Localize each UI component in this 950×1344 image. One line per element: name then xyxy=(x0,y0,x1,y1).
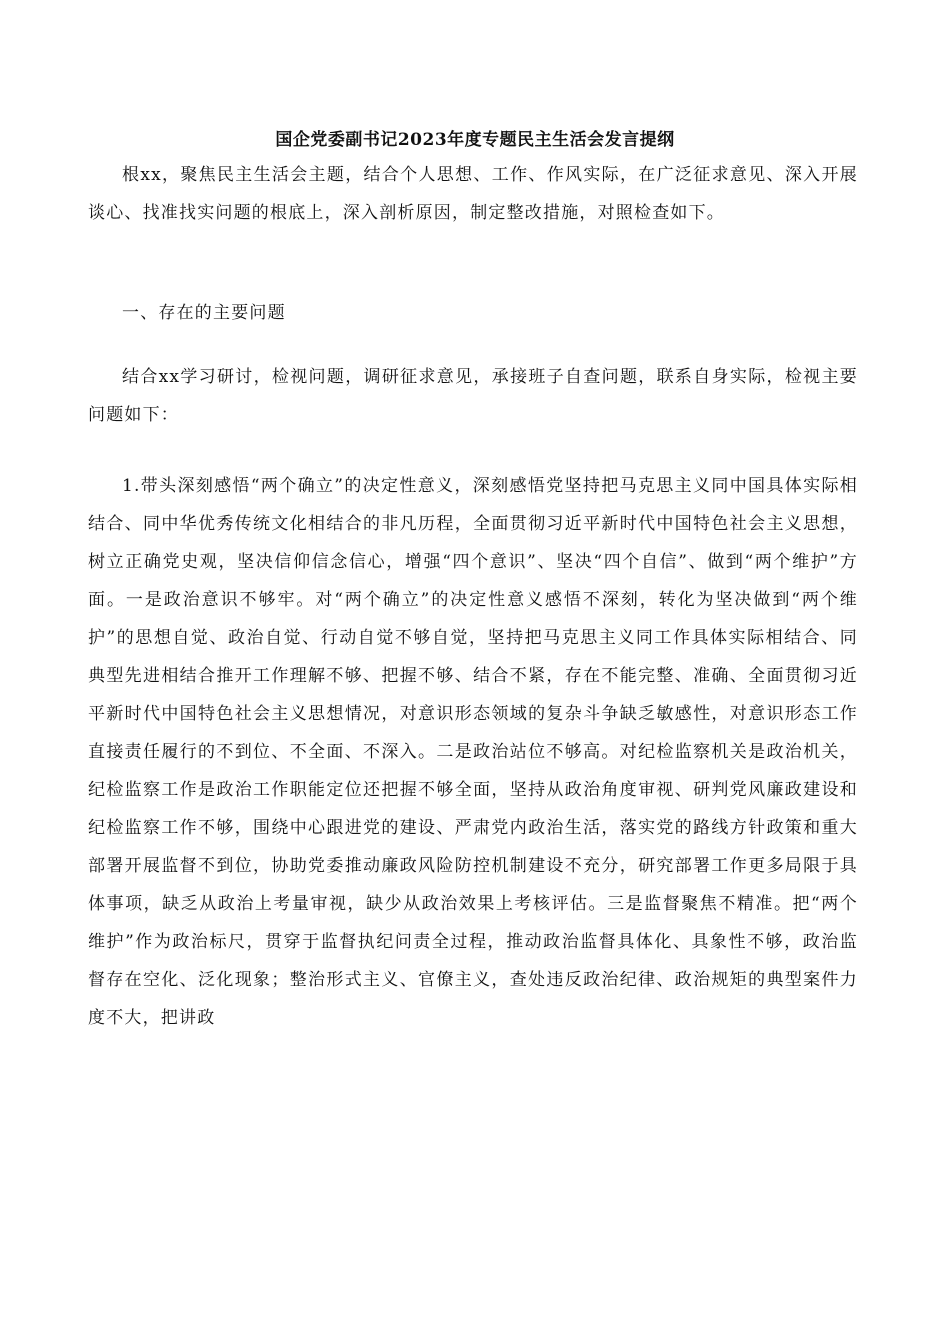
paragraph-item-1: 1.带头深刻感悟“两个确立”的决定性意义，深刻感悟党坚持把马克思主义同中国具体实际相结合、同中华优秀传统文化相结合的非凡历程，全面贯彻习近平新时代中国特色社会主义思想，树立正确党史观，坚决信仰信念信心，增强“四个意识”、坚决“四个自信”、做到“两个维护”方面。一是政治意识不够牢。对“两个确立”的决定性意义感悟不深刻，转化为坚决做到“两个维护”的思想自觉、政治自觉、行动自觉不够自觉，坚持把马克思主义同工作具体实际相结合、同典型先进相结合推开工作理解不够、把握不够、结合不紧，存在不能完整、准确、全面贯彻习近平新时代中国特色社会主义思想情况，对意识形态领域的复杂斗争缺乏敏感性，对意识形态工作直接责任履行的不到位、不全面、不深入。二是政治站位不够高。对纪检监察机关是政治机关，纪检监察工作是政治工作职能定位还把握不够全面，坚持从政治角度审视、研判党风廉政建设和纪检监察工作不够，围绕中心跟进党的建设、严肃党内政治生活，落实党的路线方针政策和重大部署开展监督不到位，协助党委推动廉政风险防控机制建设不充分，研究部署工作更多局限于具体事项，缺乏从政治上考量审视，缺少从政治效果上考核评估。三是监督聚焦不精准。把“两个维护”作为政治标尺，贯穿于监督执纪问责全过程，推动政治监督具体化、具象性不够，政治监督存在空化、泛化现象；整治形式主义、官僚主义，查处违反政治纪律、政治规矩的典型案件力度不大，把讲政 xyxy=(88,476,858,1028)
section-heading-problems: 一、存在的主要问题 xyxy=(122,303,286,323)
document-title: 国企党委副书记2023年度专题民主生活会发言提纲 xyxy=(275,130,675,150)
paragraph-intro: 根xx，聚焦民主生活会主题，结合个人思想、工作、作风实际，在广泛征求意见、深入开展谈心、找准找实问题的根底上，深入剖析原因，制定整改措施，对照检查如下。 xyxy=(88,165,858,223)
paragraph-problems-intro: 结合xx学习研讨，检视问题，调研征求意见，承接班子自查问题，联系自身实际，检视主要问题如下： xyxy=(88,367,858,425)
